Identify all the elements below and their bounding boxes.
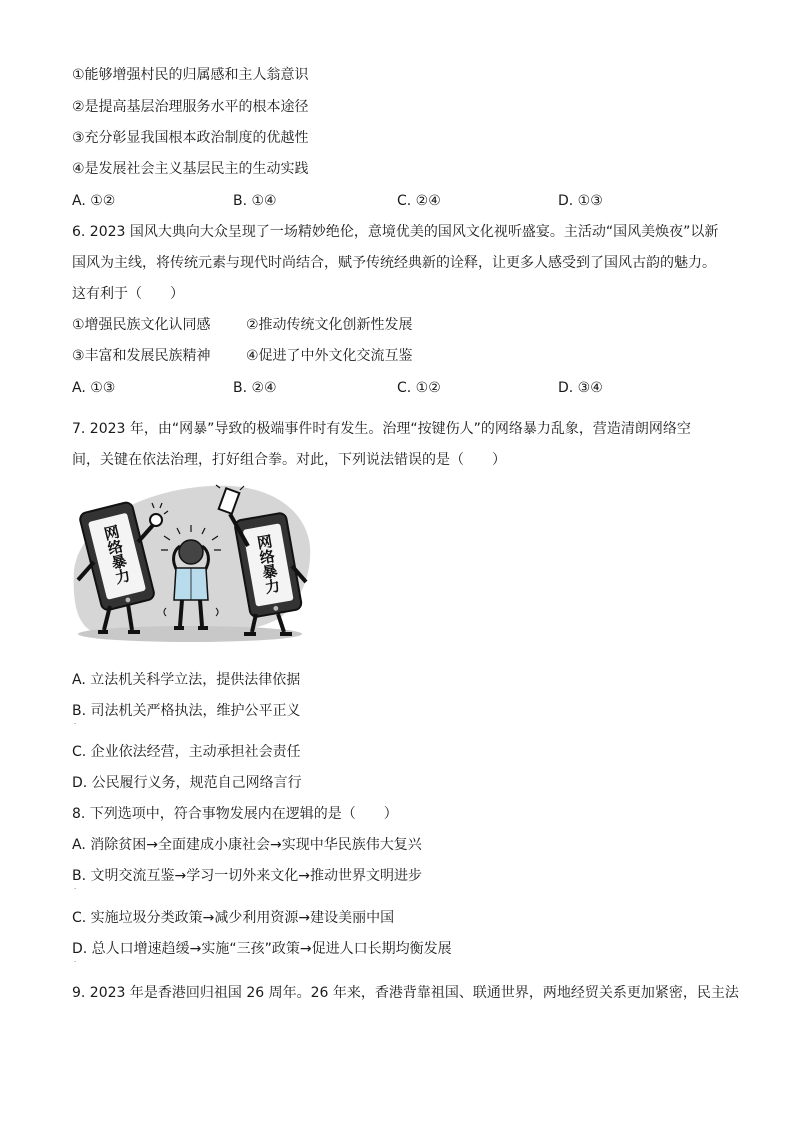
ground-shadow <box>78 626 302 642</box>
q9-stem-line-1: 9. 2023 年是香港回归祖国 26 周年。26 年来，香港背靠祖国、联通世界，两地经贸关系更加紧密，民主法 <box>72 985 739 1001</box>
q5-statement-2: ②是提高基层治理服务水平的根本途径 <box>72 99 309 115</box>
q6-statement-3: ③丰富和发展民族精神 <box>72 348 211 364</box>
q6-statement-2: ②推动传统文化创新性发展 <box>246 317 413 333</box>
left-phone-label: 网络暴力 <box>100 523 133 586</box>
right-phone-label: 网络暴力 <box>253 532 283 596</box>
q5-option-d: D. ①③ <box>558 193 603 209</box>
q6-stem-line-3: 这有利于（ ） <box>72 286 184 302</box>
q6-option-d: D. ③④ <box>558 380 603 396</box>
q8-option-a: A. 消除贫困→全面建成小康社会→实现中华民族伟大复兴 <box>72 837 422 853</box>
q7-option-b-mark: · <box>74 720 77 728</box>
q8-option-c: C. 实施垃圾分类政策→减少利用资源→建设美丽中国 <box>72 910 395 926</box>
q7-stem-line-1: 7. 2023 年，由“网暴”导致的极端事件时有发生。治理“按键伤人”的网络暴力乱象，营造清朗网络空 <box>72 421 691 437</box>
q6-statement-1: ①增强民族文化认同感 <box>72 317 211 333</box>
q5-statement-4: ④是发展社会主义基层民主的生动实践 <box>72 161 309 177</box>
q8-stem: 8. 下列选项中，符合事物发展内在逻辑的是（ ） <box>72 806 398 822</box>
q5-statement-3: ③充分彰显我国根本政治制度的优越性 <box>72 130 309 146</box>
q7-option-a: A. 立法机关科学立法，提供法律依据 <box>72 672 301 688</box>
q8-option-b-mark: · <box>74 885 77 893</box>
q8-option-d-mark: · <box>74 958 77 966</box>
cyberbullying-illustration <box>70 484 312 644</box>
q6-stem-line-1: 6. 2023 国风大典向大众呈现了一场精妙绝伦，意境优美的国风文化视听盛宴。主活动“国风美焕夜”以新 <box>72 224 719 240</box>
q5-option-a: A. ①② <box>72 193 116 209</box>
q7-option-c: C. 企业依法经营，主动承担社会责任 <box>72 744 301 760</box>
q7-option-b: B. 司法机关严格执法，维护公平正义 <box>72 703 301 719</box>
q5-option-c: C. ②④ <box>397 193 441 209</box>
q5-statement-1: ①能够增强村民的归属感和主人翁意识 <box>72 67 309 83</box>
q8-option-d: D. 总人口增速趋缓→实施“三孩”政策→促进人口长期均衡发展 <box>72 941 452 957</box>
q7-option-d: D. 公民履行义务，规范自己网络言行 <box>72 775 302 791</box>
q5-option-b: B. ①④ <box>233 193 277 209</box>
q6-option-c: C. ①② <box>397 380 441 396</box>
q6-statement-4: ④促进了中外文化交流互鉴 <box>246 348 413 364</box>
q6-option-b: B. ②④ <box>233 380 277 396</box>
q7-stem-line-2: 间，关键在依法治理，打好组合拳。对此，下列说法错误的是（ ） <box>72 452 506 468</box>
q6-stem-line-2: 国风为主线，将传统元素与现代时尚结合，赋予传统经典新的诠释，让更多人感受到了国风古韵的魅力。 <box>72 255 716 271</box>
q6-option-a: A. ①③ <box>72 380 116 396</box>
q8-option-b: B. 文明交流互鉴→学习一切外来文化→推动世界文明进步 <box>72 868 422 884</box>
